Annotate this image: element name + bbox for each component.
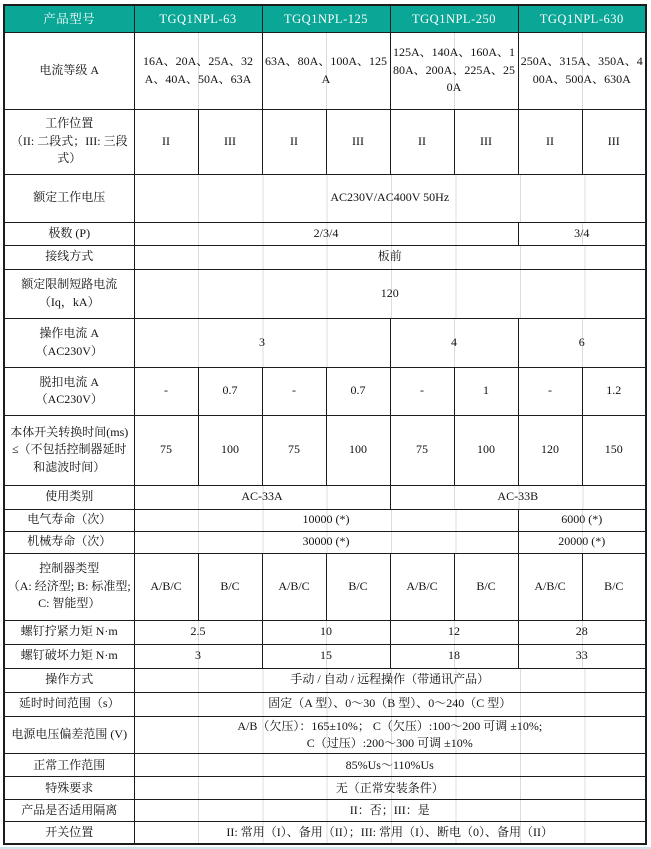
controller-type-cell-5: B/C [454,553,518,620]
transfer-time-cell-7: 150 [582,415,646,485]
row-wiring [4,245,646,269]
tightening-torque-125: 10 [262,620,390,644]
row-operation-mode [4,668,646,692]
transfer-time-cell-6: 120 [518,415,582,485]
switch-position-label [4,822,134,844]
short-circuit-label [4,269,134,318]
poles-value-630: 3/4 [518,222,646,245]
row-label-text: 电源电压偏差范围 (V) [11,727,128,742]
breaking-torque-630: 33 [518,644,646,668]
row-working-position [4,109,646,174]
row-electrical-life [4,509,646,531]
current-rating-125: 63A、80A、100A、125A [262,32,390,109]
transfer-time-cell-4: 75 [390,415,454,485]
row-label-text2: （AC230V） [35,392,103,406]
working-position-cell-2: II [262,109,326,174]
operation-mode-label [4,668,134,692]
transfer-time-cell-2: 75 [262,415,326,485]
isolation-label [4,800,134,822]
special-requirements-value: 无（正常安装条件） [134,777,646,800]
breaking-torque-label [4,644,134,668]
row-label-text2: （II: 二段式；III: 三段式） [10,133,128,166]
voltage-deviation-line1: A/B（欠压）：165±10%； C（欠压）:100～200 可调 ±10%; [237,718,543,733]
operating-current-250: 4 [390,318,518,367]
row-tightening-torque [4,620,646,644]
row-label-text: 操作电流 A [39,326,100,341]
switch-position-value: II: 常用（I）、备用（II）；III: 常用（I）、断电（0）、备用（II） [134,822,646,844]
row-label-text: 螺钉拧紧力矩 N·m [20,624,118,639]
row-voltage-deviation [4,716,646,754]
controller-type-cell-0: A/B/C [134,553,198,620]
trip-current-cell-3: 0.7 [326,367,390,415]
header-model-tgq1npl-63: TGQ1NPL-63 [134,5,262,32]
poles-label [4,222,134,245]
tightening-torque-63: 2.5 [134,620,262,644]
trip-current-cell-7: 1.2 [582,367,646,415]
working-position-cell-4: II [390,109,454,174]
voltage-deviation-line2: C（过压）:200～300 可调 ±10% [306,735,473,750]
header-product-model-label: 产品型号 [4,5,134,32]
row-label-text: 螺钉破坏力矩 N·m [20,648,118,663]
delay-range-value: 固定（A 型）、0～30（B 型）、0～240（C 型） [134,692,646,716]
row-controller-type [4,553,646,620]
working-position-cell-7: III [582,109,646,174]
breaking-torque-63: 3 [134,644,262,668]
transfer-time-cell-3: 100 [326,415,390,485]
electrical-life-main: 10000 (*) [134,509,518,531]
row-utilization-category [4,485,646,509]
header-model-tgq1npl-630: TGQ1NPL-630 [518,5,646,32]
transfer-time-label [4,415,134,485]
trip-current-cell-6: - [518,367,582,415]
controller-type-cell-1: B/C [198,553,262,620]
current-rating-63: 16A、20A、25A、32A、40A、50A、63A [134,32,262,109]
normal-range-label [4,754,134,777]
row-label-text: 额定工作电压 [33,190,106,205]
transfer-time-cell-5: 100 [454,415,518,485]
working-position-cell-0: II [134,109,198,174]
isolation-value: II：否；III：是 [134,800,646,822]
operating-current-label [4,318,134,367]
row-label-text: 额定限制短路电流 [21,277,118,292]
row-label-text: 工作位置 [45,116,94,131]
trip-current-label [4,367,134,415]
operation-mode-value: 手动 / 自动 / 远程操作（带通讯产品） [134,668,646,692]
row-label-text: 控制器类型 [39,561,100,576]
rated-voltage-value: AC230V/AC400V 50Hz [134,174,646,222]
row-label-text: 脱扣电流 A [39,374,100,389]
trip-current-cell-4: - [390,367,454,415]
working-position-cell-5: III [454,109,518,174]
trip-current-cell-5: 1 [454,367,518,415]
voltage-deviation-label [4,716,134,754]
breaking-torque-125: 15 [262,644,390,668]
header-model-tgq1npl-250: TGQ1NPL-250 [390,5,518,32]
row-label-text2: （A: 经济型; B: 标准型; C: 智能型） [7,578,131,611]
wiring-value: 板前 [134,245,646,269]
delay-range-label [4,692,134,716]
spec-page [0,4,651,849]
working-position-cell-1: III [198,109,262,174]
utilization-label [4,485,134,509]
utilization-ac33b: AC-33B [390,485,646,509]
row-label-text: 接线方式 [45,249,94,264]
working-position-cell-6: II [518,109,582,174]
row-label-text: 本体开关转换时间(ms)≤（不包括控制器延时和滤波时间） [10,424,129,474]
row-switch-position [4,822,646,844]
row-poles [4,222,646,245]
working-position-label [4,109,134,174]
tightening-torque-250: 12 [390,620,518,644]
row-special-requirements [4,777,646,800]
utilization-ac33a: AC-33A [134,485,390,509]
controller-type-cell-6: A/B/C [518,553,582,620]
poles-value-main: 2/3/4 [134,222,518,245]
row-operating-current [4,318,646,367]
row-label-text: 正常工作范围 [33,757,106,772]
row-label-text: 电气寿命（次） [27,512,112,527]
row-label-text: 延时时间范围（s） [18,696,120,711]
operating-current-63-125: 3 [134,318,390,367]
tightening-torque-label [4,620,134,644]
row-label-text: 机械寿命（次） [27,534,112,549]
current-rating-250: 125A、140A、160A、180A、200A、225A、250A [390,32,518,109]
controller-type-cell-4: A/B/C [390,553,454,620]
mechanical-life-630: 20000 (*) [518,531,646,553]
row-rated-voltage [4,174,646,222]
row-label-text: 特殊要求 [45,780,94,795]
row-delay-range [4,692,646,716]
row-transfer-time [4,415,646,485]
tightening-torque-630: 28 [518,620,646,644]
special-requirements-label [4,777,134,800]
product-spec-table [3,4,647,845]
row-label-text2: （Iq，kA） [38,294,100,309]
mechanical-life-main: 30000 (*) [134,531,518,553]
controller-type-cell-7: B/C [582,553,646,620]
row-short-circuit [4,269,646,318]
row-trip-current [4,367,646,415]
row-breaking-torque [4,644,646,668]
breaking-torque-250: 18 [390,644,518,668]
trip-current-cell-1: 0.7 [198,367,262,415]
controller-type-cell-3: B/C [326,553,390,620]
row-label-text: 开关位置 [45,824,94,839]
controller-type-label [4,553,134,620]
current-rating-630: 250A、315A、350A、400A、500A、630A [518,32,646,109]
rated-voltage-label [4,174,134,222]
row-label-text: 电流等级 A [39,62,100,77]
header-model-tgq1npl-125: TGQ1NPL-125 [262,5,390,32]
normal-range-value: 85%Us～110%Us [134,754,646,777]
row-label-text: 操作方式 [45,672,94,687]
mechanical-life-label [4,531,134,553]
current-rating-label [4,32,134,109]
transfer-time-cell-1: 100 [198,415,262,485]
voltage-deviation-value [134,716,646,754]
working-position-cell-3: III [326,109,390,174]
electrical-life-label [4,509,134,531]
row-label-text: 极数 (P) [48,225,91,240]
row-label-text: 使用类别 [45,489,94,504]
short-circuit-value: 120 [134,269,646,318]
row-current-rating [4,32,646,109]
row-label-text2: （AC230V） [35,343,103,358]
trip-current-cell-2: - [262,367,326,415]
trip-current-cell-0: - [134,367,198,415]
row-isolation [4,800,646,822]
wiring-label [4,245,134,269]
transfer-time-cell-0: 75 [134,415,198,485]
row-normal-range [4,754,646,777]
table-header-row [4,5,646,32]
row-mechanical-life [4,531,646,553]
electrical-life-630: 6000 (*) [518,509,646,531]
operating-current-630: 6 [518,318,646,367]
controller-type-cell-2: A/B/C [262,553,326,620]
row-label-text: 产品是否适用隔离 [21,803,118,818]
